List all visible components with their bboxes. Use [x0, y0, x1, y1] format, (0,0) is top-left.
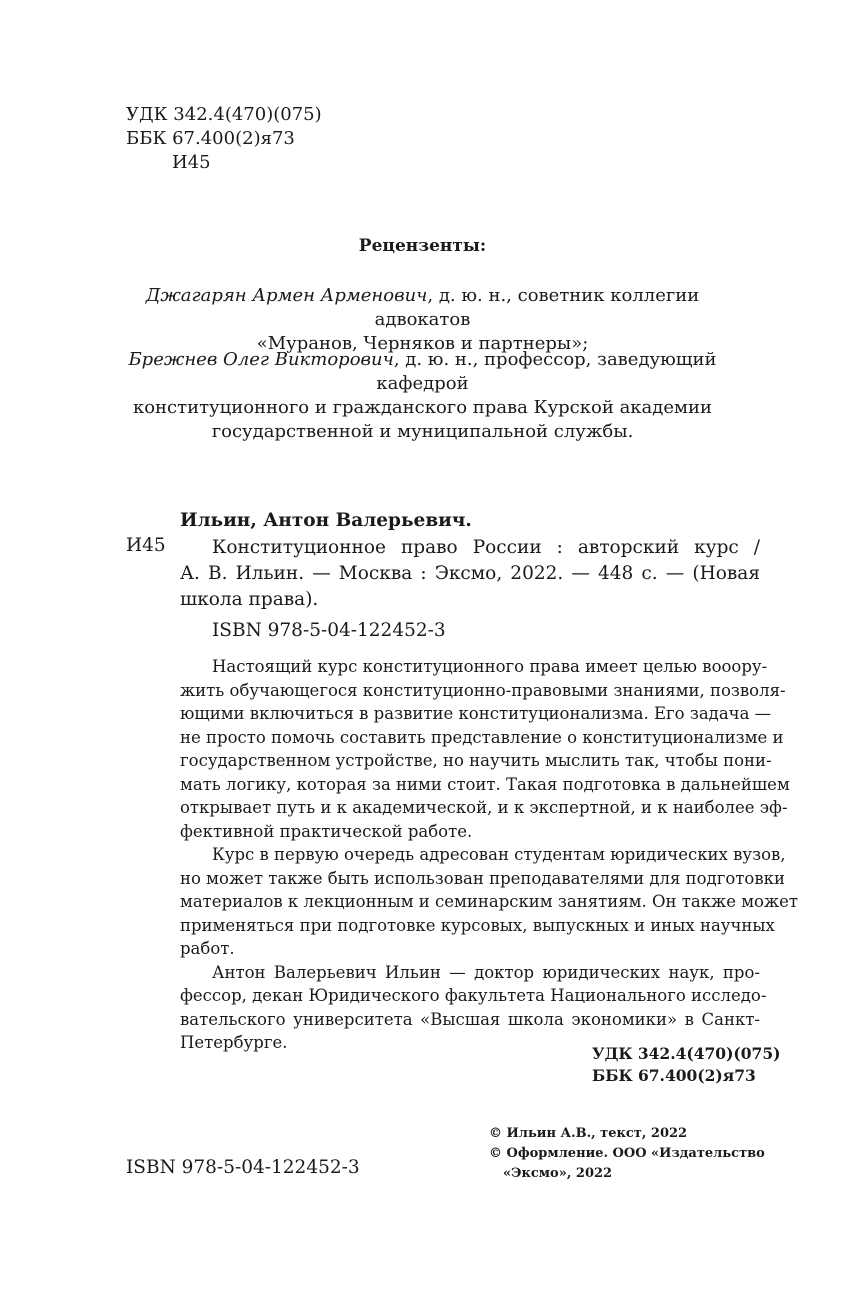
reviewer-1 [120, 284, 725, 356]
annotation-line: материалов к лекционным и семинарским занятиям. Он также может [180, 892, 799, 911]
annotation-line: вательского университета «Высшая школа экономики» в Санкт- [180, 1009, 760, 1029]
copyright-design-2: «Эксмо», 2022 [503, 1166, 613, 1181]
annotation-line: государственном устройстве, но научить мыслить так, чтобы пони- [180, 751, 772, 770]
reviewer-1-desc: , д. ю. н., советник коллегии адвокатов [374, 285, 700, 330]
reviewer-2 [120, 348, 725, 444]
reviewer-2-desc: , д. ю. н., профессор, заведующий кафедрой [376, 349, 717, 394]
reviewer-2-desc-3: государственной и муниципальной службы. [211, 421, 634, 442]
reviewer-2-desc-2: конституционного и гражданского права Курской академии [132, 397, 713, 418]
annotation-line: фессор, декан Юридического факультета Национального исследо- [180, 986, 767, 1005]
bottom-codes [592, 1043, 780, 1087]
catalog-author: Ильин, Антон Валерьевич. [180, 510, 472, 531]
copyright-text: © Ильин А.В., текст, 2022 [489, 1126, 688, 1141]
udk-code: УДК 342.4(470)(075) [126, 104, 322, 125]
annotation-line: Курс в первую очередь адресован студентам юридических вузов, [212, 845, 786, 864]
annotation-line: Антон Валерьевич Ильин — доктор юридических наук, про- [212, 962, 760, 982]
copyright [489, 1124, 765, 1184]
annotation-line: фективной практической работе. [180, 821, 473, 841]
catalog-code: И45 [126, 535, 166, 556]
annotation [180, 655, 799, 1055]
annotation-line: открывает путь и к академической, и к экспертной, и к наиболее эф- [180, 798, 788, 817]
bottom-udk: УДК 342.4(470)(075) [592, 1044, 781, 1063]
reviewers-title: Рецензенты: [358, 236, 487, 256]
reviewer-2-name: Брежнев Олег Викторович [128, 349, 394, 370]
reviewer-1-name: Джагарян Армен Арменович [145, 285, 428, 306]
annotation-line: не просто помочь составить представление о конституционализме и [180, 727, 784, 747]
catalog-isbn: ISBN 978-5-04-122452-3 [212, 620, 446, 641]
annotation-line: ющими включиться в развитие конституционализма. Его задача — [180, 704, 772, 723]
bottom-bbk: ББК 67.400(2)я73 [592, 1066, 756, 1085]
title-line-2: А. В. Ильин. — Москва : Эксмо, 2022. — 448 с. — (Новая [180, 563, 760, 584]
bottom-isbn: ISBN 978-5-04-122452-3 [126, 1157, 360, 1178]
annotation-line: применяться при подготовке курсовых, выпускных и иных научных [180, 915, 775, 935]
annotation-line: но может также быть использован преподавателями для подготовки [180, 868, 785, 888]
copyright-design: © Оформление. ООО «Издательство [489, 1146, 765, 1161]
reviewer-1-desc-2: «Муранов, Черняков и партнеры»; [256, 333, 589, 354]
annotation-line: Петербурге. [180, 1033, 288, 1052]
index-codes [126, 103, 426, 175]
bbk-code: ББК 67.400(2)я73 [126, 128, 295, 149]
annotation-line: работ. [180, 939, 235, 958]
annotation-line: мать логику, которая за ними стоит. Такая подготовка в дальнейшем [180, 774, 790, 794]
annotation-line: жить обучающегося конституционно-правовыми знаниями, позволя- [180, 680, 786, 700]
title-line-3: школа права). [180, 589, 319, 610]
author-sign: И45 [172, 152, 211, 173]
annotation-line: Настоящий курс конституционного права имеет целью вооору- [212, 657, 768, 676]
catalog-title [180, 535, 760, 613]
title-line-1: Конституционное право России : авторский курс / [212, 537, 760, 558]
